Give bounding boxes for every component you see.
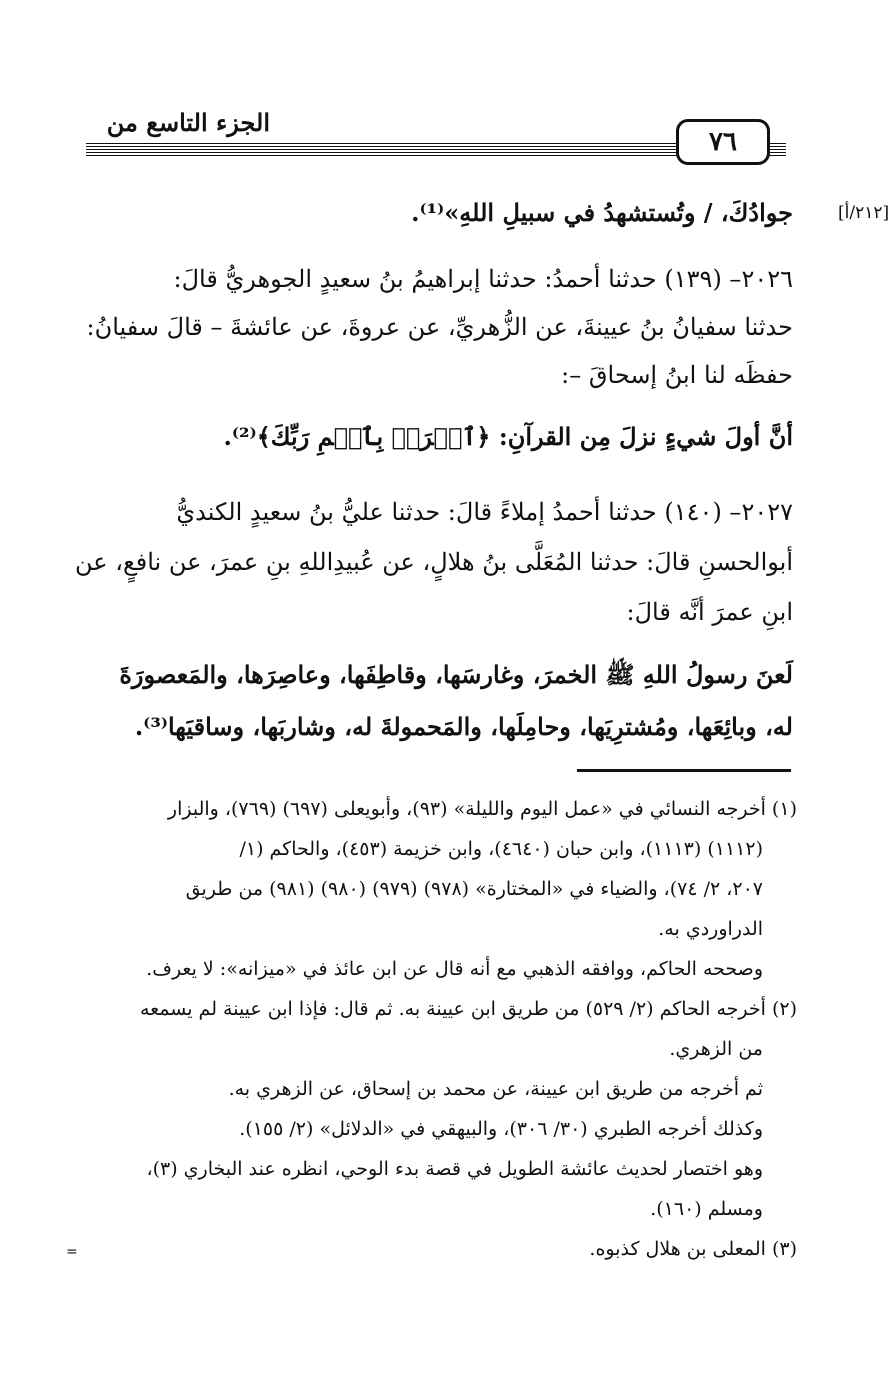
page-number: ٧٦ bbox=[709, 127, 737, 157]
hadith-2026-isnad-line-3: حفظَه لنا ابنُ إسحاقَ –: bbox=[561, 361, 793, 389]
footnote-separator bbox=[577, 769, 791, 772]
hadith-2027-isnad-line-1: ٢٠٢٧– (١٤٠) حدثنا أحمدُ إملاءً قالَ: حدثنا عليُّ بنُ سعيدٍ الكنديُّ bbox=[176, 498, 793, 526]
footnote-2-extra-3: وهو اختصار لحديث عائشة الطويل في قصة بدء الوحي، انظره عند البخاري (٣)، bbox=[146, 1158, 763, 1180]
page-number-box bbox=[676, 119, 770, 165]
hadith-2027-matn-line-1: لَعنَ رسولُ اللهِ ﷺ الخمرَ، وغارسَها، وقاطِفَها، وعاصِرَها، والمَعصورَةَ bbox=[119, 660, 793, 689]
hadith-2026-isnad-line-1: ٢٠٢٦– (١٣٩) حدثنا أحمدُ: حدثنا إبراهيمُ بنُ سعيدٍ الجوهريُّ قالَ: bbox=[173, 265, 793, 293]
body-line-continuation: جوادُكَ، / وتُستشهدُ في سبيلِ اللهِ»⁽¹⁾. bbox=[411, 198, 793, 227]
hadith-2026-matn: أنَّ أولَ شيءٍ نزلَ مِن القرآنِ: ﴿ٱقۡرَأۡ بِٱسۡمِ رَبِّكَ﴾⁽²⁾. bbox=[223, 422, 793, 451]
running-title: الجزء التاسع من bbox=[106, 108, 270, 137]
page-mark: = bbox=[66, 1244, 78, 1260]
footnote-2-extra-1: ثم أخرجه من طريق ابن عيينة، عن محمد بن إسحاق، عن الزهري به. bbox=[228, 1078, 763, 1100]
hadith-2026-isnad-line-2: حدثنا سفيانُ بنُ عيينةَ، عن الزُّهريِّ، عن عروةَ، عن عائشةَ – قالَ سفيانُ: bbox=[86, 313, 793, 341]
footnote-2-line-1: (٢) أخرجه الحاكم (٢/ ٥٢٩) من طريق ابن عيينة به. ثم قال: فإذا ابن عيينة لم يسمعه bbox=[139, 998, 797, 1020]
hadith-2027-isnad-line-3: ابنِ عمرَ أنَّه قالَ: bbox=[626, 598, 793, 626]
footnote-3: (٣) المعلى بن هلال كذبوه. bbox=[589, 1238, 797, 1260]
footnote-2-extra-4: ومسلم (١٦٠). bbox=[650, 1198, 763, 1220]
footnote-1-extra: وصححه الحاكم، ووافقه الذهبي مع أنه قال عن ابن عائذ في «ميزانه»: لا يعرف. bbox=[146, 958, 763, 980]
manuscript-folio-note: [٢١٢/أ] bbox=[838, 203, 889, 223]
hadith-2027-isnad-line-2: أبوالحسنِ قالَ: حدثنا المُعَلَّى بنُ هلالٍ، عن عُبيدِاللهِ بنِ عمرَ، عن نافعٍ، عن bbox=[75, 548, 793, 576]
footnote-1-line-2: (١١١٢) (١١١٣)، وابن حبان (٤٦٤٠)، وابن خزيمة (٤٥٣)، والحاكم (١/ bbox=[239, 838, 763, 860]
footnote-1-line-3: ٢٠٧، ٢/ ٧٤)، والضياء في «المختارة» (٩٧٨) (٩٧٩) (٩٨٠) (٩٨١) من طريق bbox=[185, 878, 763, 900]
footnote-2-line-2: من الزهري. bbox=[669, 1038, 763, 1060]
footnote-1-line-1: (١) أخرجه النسائي في «عمل اليوم والليلة» (٩٣)، وأبويعلى (٦٩٧) (٧٦٩)، والبزار bbox=[167, 798, 797, 820]
hadith-2027-matn-line-2: له، وبائِعَها، ومُشترِيَها، وحامِلَها، والمَحمولةَ له، وشاربَها، وساقيَها⁽³⁾. bbox=[134, 712, 793, 741]
footnote-1-line-4: الدراوردي به. bbox=[658, 918, 763, 940]
footnote-2-extra-2: وكذلك أخرجه الطبري (٣٠/ ٣٠٦)، والبيهقي في «الدلائل» (٢/ ١٥٥). bbox=[239, 1118, 763, 1140]
